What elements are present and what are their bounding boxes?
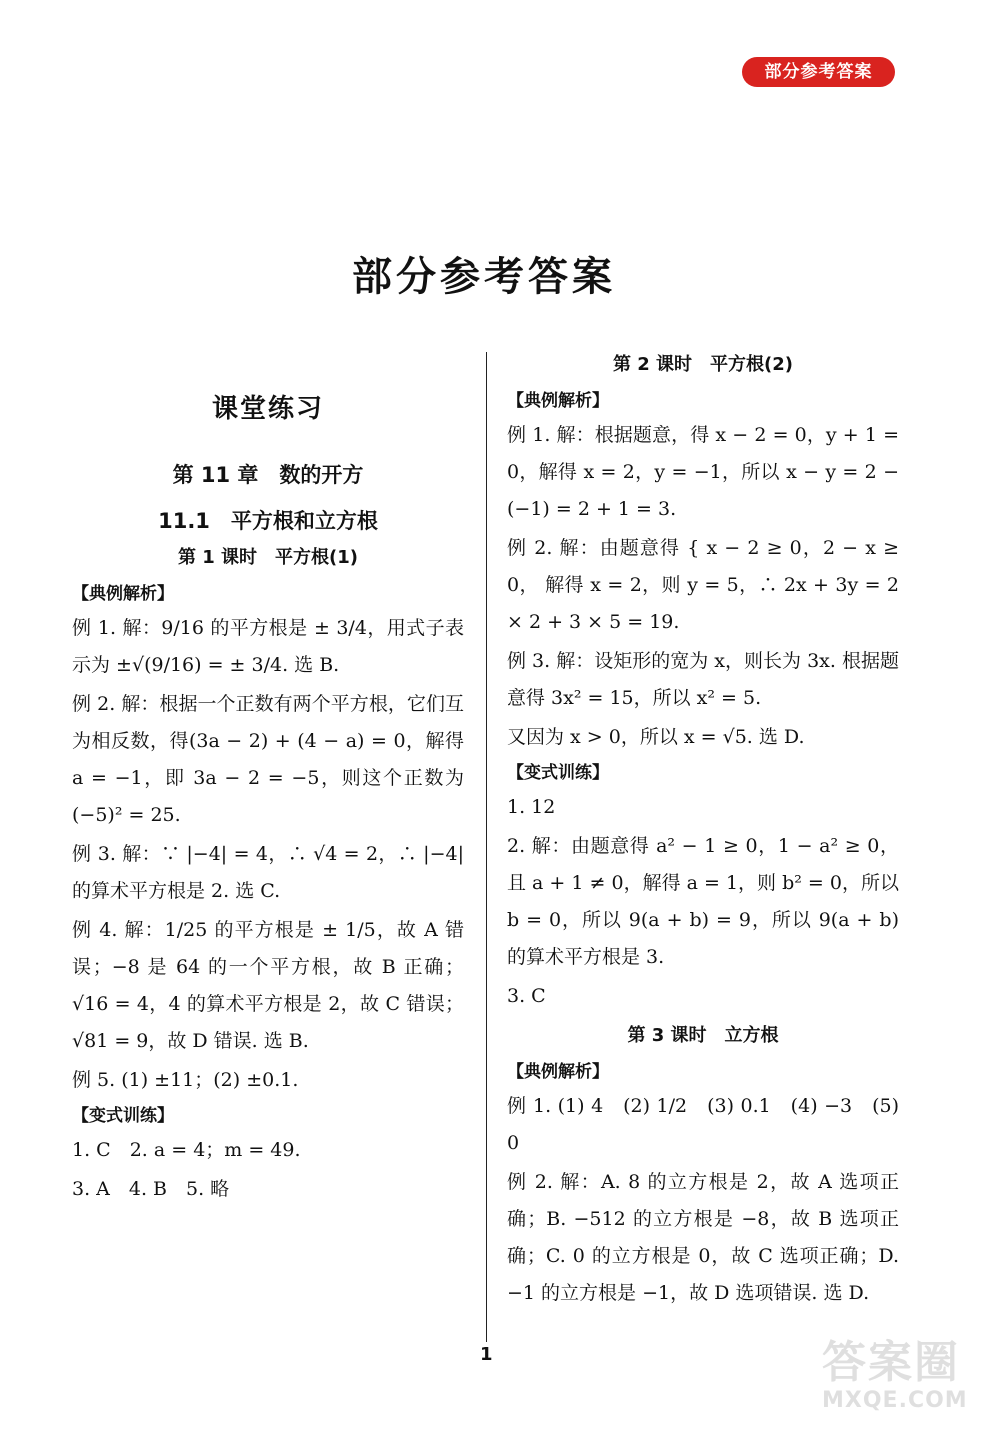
example-item: 例 3. 解：∵ |−4| = 4，∴ √4 = 2，∴ |−4| 的算术平方根是 2. 选 C. [72,843,464,902]
variant-training-label: 【变式训练】 [507,763,609,783]
right-column [507,350,899,1314]
answer-item: 2. 解：由题意得 a² − 1 ≥ 0，1 − a² ≥ 0，且 a + 1 ≠ 0，解得 a = 1，则 b² = 0，所以 b = 0，所以 9(a + b) = 9，所以 9(a + b) 的算术平方根是 3. [507,835,899,968]
example-item: 例 5. (1) ±11；(2) ±0.1. [72,1069,299,1091]
chapter-title: 第 11 章 数的开方 [172,463,364,487]
typical-examples-label: 【典例解析】 [72,584,174,604]
example-item: 例 4. 解：1/25 的平方根是 ± 1/5，故 A 错误；−8 是 64 的一个平方根，故 B 正确；√16 = 4，4 的算术平方根是 2，故 C 错误；√81 = 9，故 D 错误. 选 B. [72,919,464,1052]
lesson-title: 第 1 课时 平方根(1) [177,547,359,568]
answer-item: 3. A 4. B 5. 略 [72,1178,230,1200]
example-item: 又因为 x > 0，所以 x = √5. 选 D. [507,726,805,748]
watermark-text: 答案圈 [822,1337,960,1388]
example-item: 例 2. 解：A. 8 的立方根是 2，故 A 选项正确；B. −512 的立方根是 −8，故 B 选项正确；C. 0 的立方根是 0，故 C 选项正确；D. −1 的立方根是 −1，故 D 选项错误. 选 D. [507,1171,899,1304]
watermark-logo [822,1338,992,1420]
lesson-title: 第 2 课时 平方根(2) [612,354,794,375]
page-number: 1 [480,1344,493,1365]
answer-item: 1. C 2. a = 4；m = 49. [72,1139,301,1161]
page-title: 部分参考答案 [352,254,616,300]
example-item: 例 1. 解：9/16 的平方根是 ± 3/4，用式子表示为 ±√(9/16) = ± 3/4. 选 B. [72,617,464,676]
answer-item: 3. C [507,985,546,1007]
example-item: 例 1. 解：根据题意，得 x − 2 = 0，y + 1 = 0，解得 x = 2，y = −1，所以 x − y = 2 − (−1) = 2 + 1 = 3. [507,424,899,520]
example-item: 例 3. 解：设矩形的宽为 x，则长为 3x. 根据题意得 3x² = 15，所以 x² = 5. [507,650,899,709]
header-badge: 部分参考答案 [742,57,895,87]
subsection-title: 11.1 平方根和立方根 [158,509,378,533]
example-item: 例 2. 解：根据一个正数有两个平方根，它们互为相反数，得(3a − 2) + (4 − a) = 0，解得 a = −1，即 3a − 2 = −5，则这个正数为 (−5)² = 25. [72,693,464,826]
typical-examples-label: 【典例解析】 [507,1062,609,1082]
section-title: 课堂练习 [211,394,324,424]
example-item: 例 1. (1) 4 (2) 1/2 (3) 0.1 (4) −3 (5) 0 [507,1095,899,1154]
typical-examples-label: 【典例解析】 [507,391,609,411]
watermark-domain: MXQE.COM [822,1388,968,1413]
column-divider [486,352,487,1342]
variant-training-label: 【变式训练】 [72,1106,174,1126]
answer-item: 1. 12 [507,796,556,818]
left-column [72,380,464,1210]
lesson-title: 第 3 课时 立方根 [627,1025,779,1046]
example-item: 例 2. 解：由题意得 { x − 2 ≥ 0，2 − x ≥ 0， 解得 x = 2，则 y = 5，∴ 2x + 3y = 2 × 2 + 3 × 5 = 19. [507,537,899,633]
